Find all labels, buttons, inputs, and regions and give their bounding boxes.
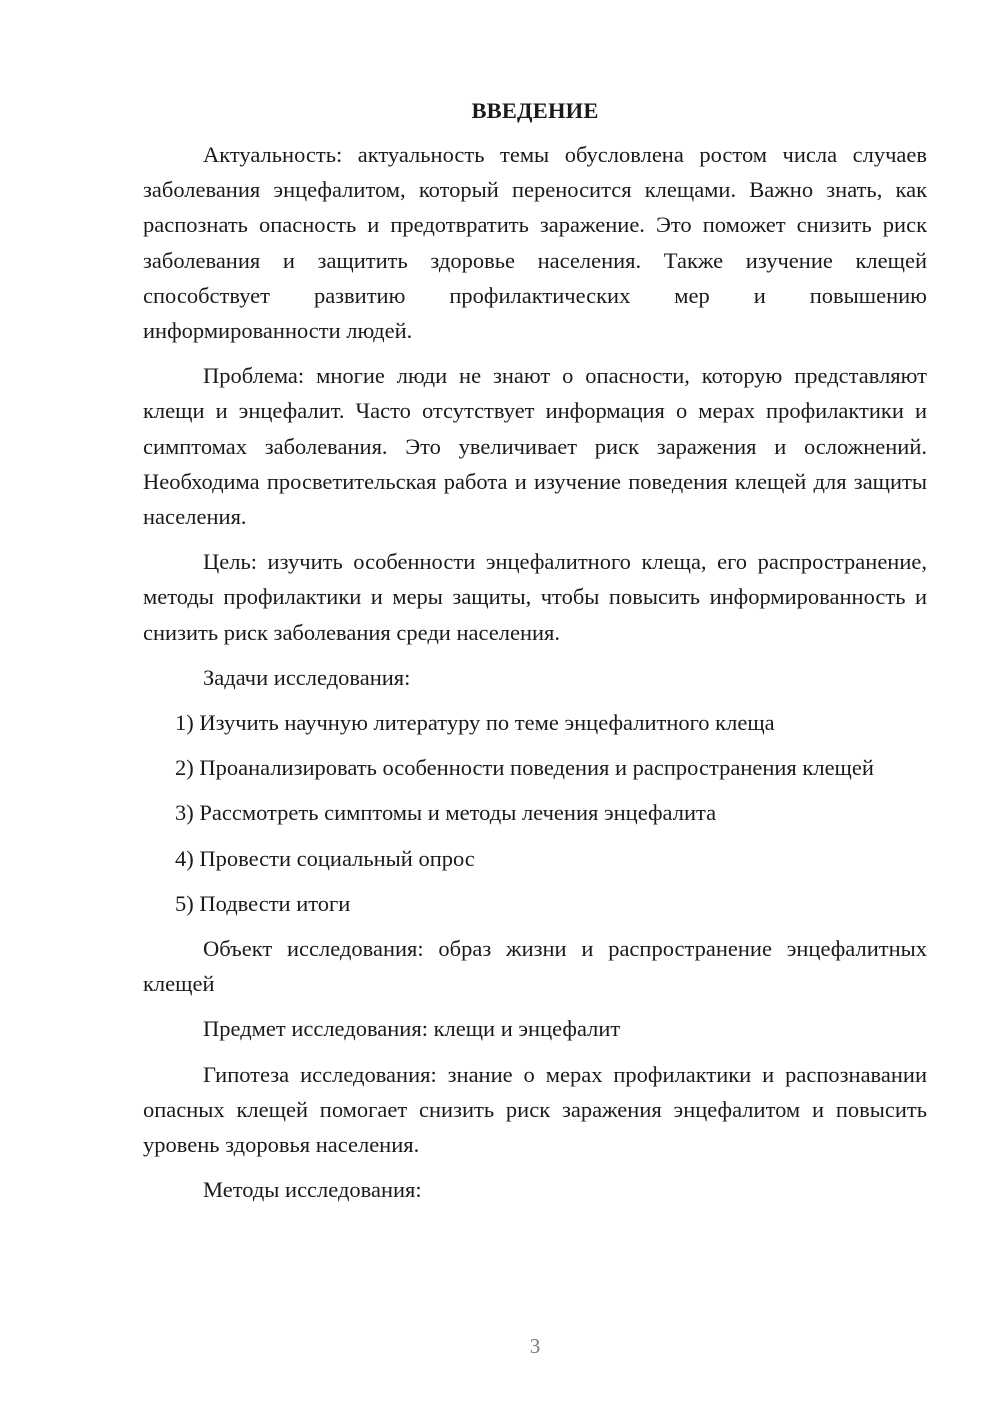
hypothesis-paragraph: Гипотеза исследования: знание о мерах профилактики и распознавании опасных клещей помогает снизить риск заражения энцефалитом и повысить уровень здоровья населения. [143, 1061, 927, 1158]
task-list-item: 1) Изучить научную литературу по теме энцефалитного клеща [175, 710, 775, 736]
task-list-item: 2) Проанализировать особенности поведения и распространения клещей [175, 755, 874, 781]
goal-paragraph: Цель: изучить особенности энцефалитного клеща, его распространение, методы профилактики и меры защиты, чтобы повысить информированность и снизить риск заболевания среди населения. [143, 549, 927, 645]
object-paragraph: Объект исследования: образ жизни и распространение энцефалитных клещей [143, 936, 927, 997]
task-list-item: 5) Подвести итоги [175, 890, 351, 916]
page-title: ВВЕДЕНИЕ [471, 98, 599, 123]
page-number: 3 [529, 1334, 541, 1358]
page-content [143, 94, 927, 1207]
tasks-heading: Задачи исследования: [203, 664, 411, 690]
relevance-paragraph: Актуальность: актуальность темы обусловлена ростом числа случаев заболевания энцефалитом, который переносится клещами. Важно знать, как распознать опасность и предотвратить заражение. Это поможет снизить риск заболевания и защитить здоровье населения. Также изучение клещей способствует развитию профилактических мер и повышению информированности людей. [143, 142, 927, 344]
problem-paragraph: Проблема: многие люди не знают о опасности, которую представляют клещи и энцефалит. Часто отсутствует информация о мерах профилактики и симптомах заболевания. Это увеличивает риск заражения и осложнений. Необходима просветительская работа и изучение поведения клещей для защиты населения. [143, 363, 927, 530]
subject-paragraph: Предмет исследования: клещи и энцефалит [203, 1016, 621, 1042]
methods-heading: Методы исследования: [203, 1177, 422, 1203]
task-list-item: 3) Рассмотреть симптомы и методы лечения энцефалита [175, 800, 717, 826]
task-list-item: 4) Провести социальный опрос [175, 845, 475, 871]
